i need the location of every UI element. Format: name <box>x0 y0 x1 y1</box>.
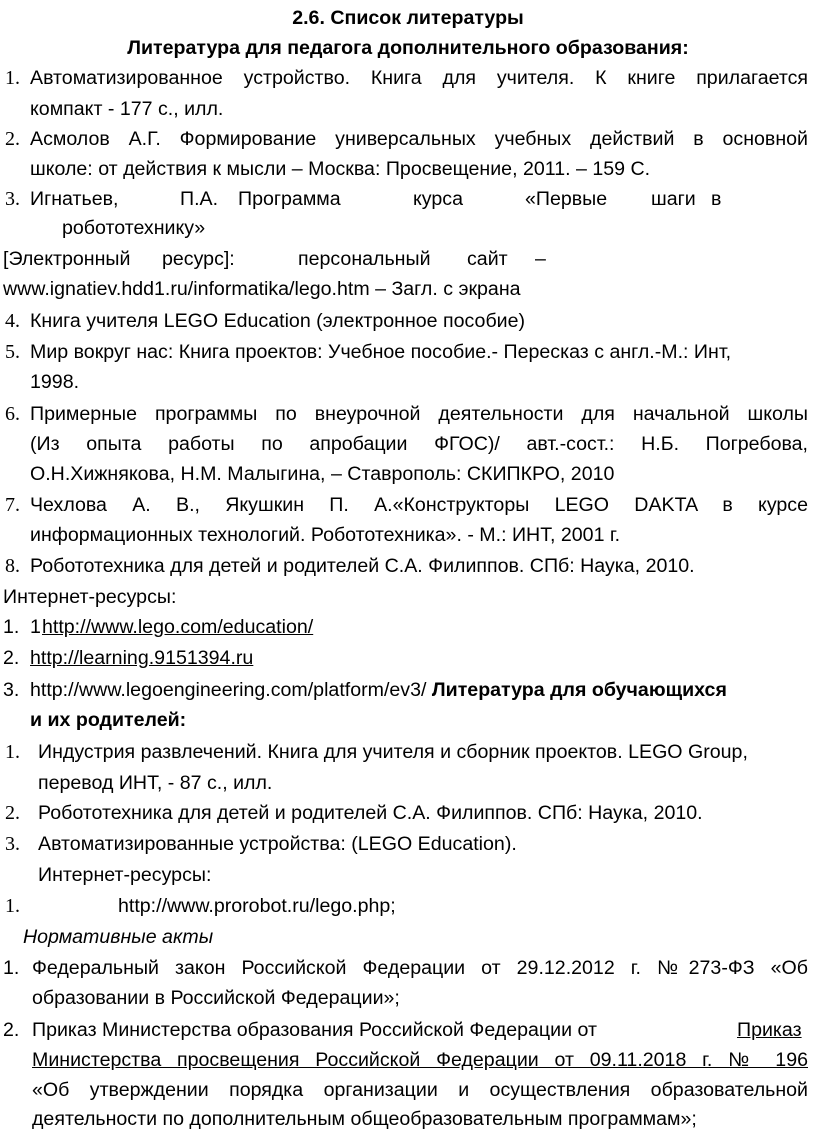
list-item-text: Книга учителя LEGO Education (электронное пособие) <box>30 310 526 332</box>
internet-resources-title: Интернет-ресурсы: <box>3 586 177 608</box>
list-item-text: О.Н.Хижнякова, Н.М. Малыгина, – Ставрополь: СКИПКРО, 2010 <box>30 463 615 485</box>
list-item-text: – <box>535 248 546 270</box>
list-item-text: в <box>711 188 722 210</box>
list-item-text: сайт <box>467 248 508 270</box>
list-number: 8. <box>5 555 20 577</box>
legoengineering-url: http://www.legoengineering.com/platform/ev3/ <box>30 679 427 701</box>
list-item-text: «Первые <box>525 188 608 210</box>
list-number: 3. <box>5 833 20 855</box>
list-number: 1. <box>5 67 20 89</box>
prorobot-url: http://www.prorobot.ru/lego.php; <box>118 895 396 917</box>
list-item-text: Приказ Министерства образования Российской Федерации от <box>32 1019 597 1041</box>
list-number: 6. <box>5 403 20 425</box>
list-item-text: Асмолов А.Г. Формирование универсальных учебных действий в основной <box>30 128 808 150</box>
list-item-text: Мир вокруг нас: Книга проектов: Учебное пособие.- Пересказ с англ.-М.: Инт, <box>30 341 732 363</box>
order-link[interactable]: Приказ <box>737 1019 802 1041</box>
section-heading: 2.6. Список литературы <box>292 7 524 29</box>
list-number: 3. <box>3 679 20 701</box>
list-item-text: компакт - 177 с., илл. <box>30 98 224 120</box>
list-item-text: Робототехника для детей и родителей С.А. Филиппов. СПб: Наука, 2010. <box>30 555 695 577</box>
list-item-text: Примерные программы по внеурочной деятельности для начальной школы <box>30 403 808 425</box>
list-item-text: Чехлова А. В., Якушкин П. А.«Конструкторы LEGO DAKTA в курсе <box>30 494 808 516</box>
list-item-text: Программа <box>238 188 341 210</box>
list-item-text: информационных технологий. Робототехника». - М.: ИНТ, 2001 г. <box>30 524 621 546</box>
list-item-text: перевод ИНТ, - 87 с., илл. <box>38 772 273 794</box>
list-number: 7. <box>5 494 20 516</box>
list-number: 2. <box>3 1019 20 1041</box>
list-number: 3. <box>5 188 20 210</box>
list-item-text: школе: от действия к мысли – Москва: Просвещение, 2011. – 159 С. <box>30 158 651 180</box>
list-number: 5. <box>5 341 20 363</box>
list-item-text: Игнатьев, <box>30 188 119 210</box>
order-link-cont[interactable]: Министерства просвещения Российской Федерации от 09.11.2018 г. № 196 <box>32 1049 808 1071</box>
normative-acts-title: Нормативные акты <box>23 926 214 948</box>
lego-education-link[interactable]: http://www.lego.com/education/ <box>42 616 314 638</box>
list-item-text: [Электронный <box>3 248 131 270</box>
list-item-text: 1998. <box>30 371 80 393</box>
list-number: 1. <box>5 741 20 763</box>
list-item-text: ресурс]: <box>162 248 235 270</box>
list-number: 4. <box>5 310 20 332</box>
list-item-text: робототехнику» <box>62 217 206 239</box>
list-item-text: Федеральный закон Российской Федерации от 29.12.2012 г. №273-ФЗ «Об <box>32 957 808 979</box>
list-item-text: образовании в Российской Федерации»; <box>32 987 400 1009</box>
student-literature-title-cont: и их родителей: <box>30 709 187 731</box>
list-item-text: Робототехника для детей и родителей С.А. Филиппов. СПб: Наука, 2010. <box>38 802 703 824</box>
list-item-text: Автоматизированные устройства: (LEGO Education). <box>38 833 517 855</box>
list-number: 1. <box>3 957 20 979</box>
list-number: 1. <box>5 895 20 917</box>
teacher-literature-title: Литература для педагога дополнительного образования: <box>127 37 689 59</box>
list-item-text: «Об утверждении порядка организации и осуществления образовательной <box>32 1079 808 1101</box>
list-item-text: Индустрия развлечений. Книга для учителя и сборник проектов. LEGO Group, <box>38 741 748 763</box>
list-item-text: П.А. <box>180 188 219 210</box>
list-item-text: (Из опыта работы по апробации ФГОС)/ авт.-сост.: Н.Б. Погребова, <box>30 433 808 455</box>
list-item-text: www.ignatiev.hdd1.ru/informatika/lego.htm – Загл. с экрана <box>3 278 521 300</box>
list-number: 2. <box>5 802 20 824</box>
list-number: 2. <box>3 647 20 669</box>
list-item-text: деятельности по дополнительным общеобразовательным программам»; <box>32 1108 697 1130</box>
list-item-text: персональный <box>298 248 431 270</box>
learning-link[interactable]: http://learning.9151394.ru <box>30 647 254 669</box>
list-number: 1. <box>3 616 20 638</box>
internet-resources-title: Интернет-ресурсы: <box>38 864 212 886</box>
list-number: 2. <box>5 128 20 150</box>
list-item-text: курса <box>413 188 463 210</box>
list-item-prefix: 1 <box>30 616 41 638</box>
student-literature-title: Литература для обучающихся <box>431 679 727 701</box>
list-item-text <box>30 675 727 705</box>
list-item-text: Автоматизированное устройство. Книга для учителя. К книге прилагается <box>30 67 808 89</box>
list-item-text: шаги <box>651 188 696 210</box>
